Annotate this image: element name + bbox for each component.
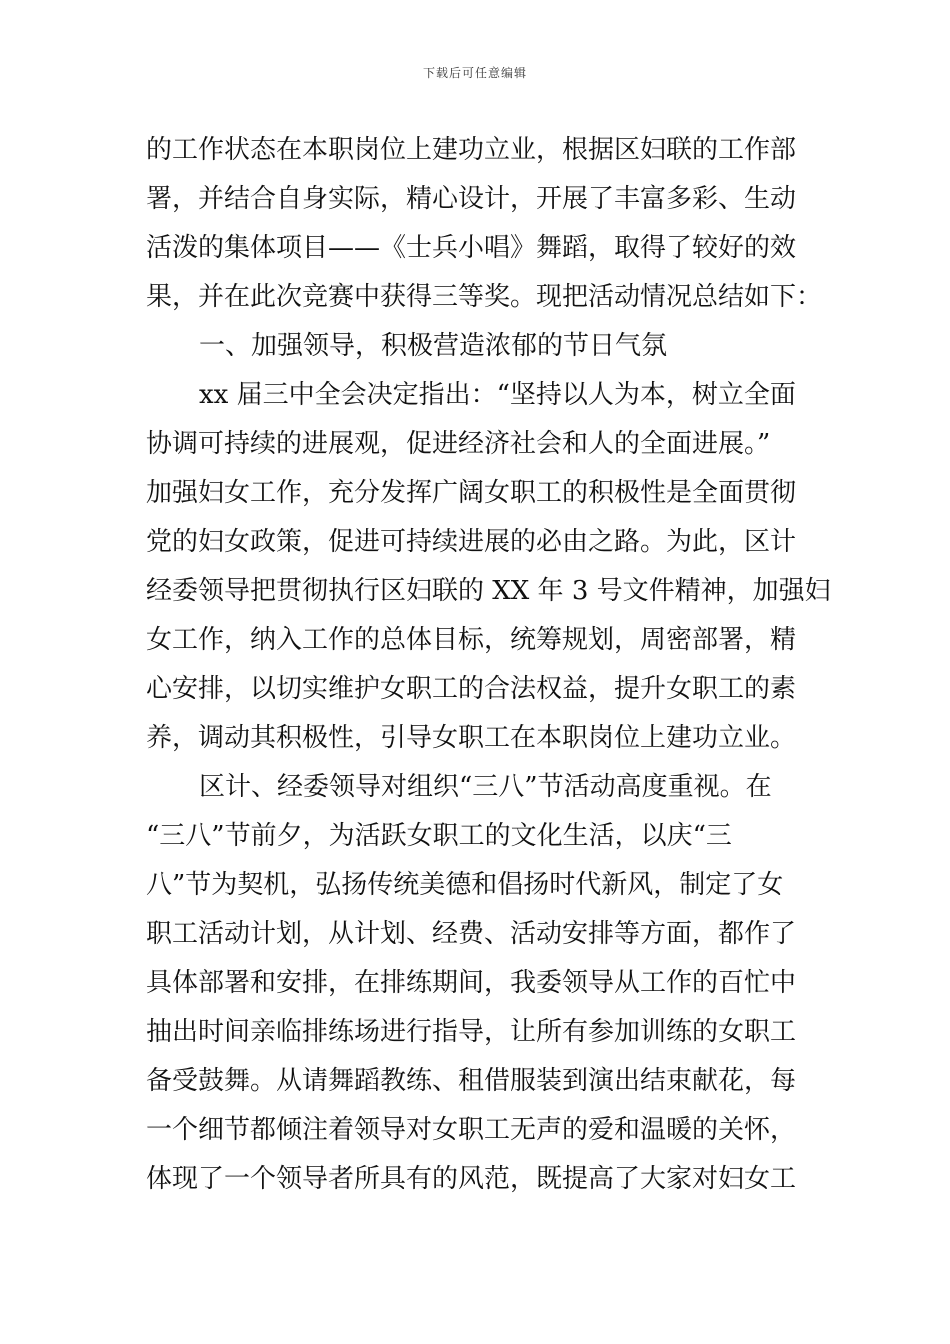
text-line: 的工作状态在本职岗位上建功立业，根据区妇联的工作部 [146,135,797,165]
paragraph-start-line: 区计、经委领导对组织“三八”节活动高度重视。在 [199,772,772,802]
section-heading: 一、加强领导，积极营造浓郁的节日气氛 [199,331,668,361]
text-line: 具体部署和安排，在排练期间，我委领导从工作的百忙中 [146,968,797,998]
text-line: 署，并结合自身实际，精心设计，开展了丰富多彩、生动 [146,184,797,214]
text-line: 体现了一个领导者所具有的风范，既提高了大家对妇女工 [146,1164,797,1194]
text-line: 八”节为契机，弘扬传统美德和倡扬时代新风，制定了女 [146,870,784,900]
page-header: 下载后可任意编辑 [422,66,527,80]
text-line: 女工作，纳入工作的总体目标，统筹规划，周密部署，精 [146,625,797,655]
text-line: 党的妇女政策，促进可持续进展的必由之路。为此，区计 [146,527,797,557]
text-line: 养，调动其积极性，引导女职工在本职岗位上建功立业。 [146,723,797,753]
body-text [146,126,831,1204]
text-line: 职工活动计划，从计划、经费、活动安排等方面，都作了 [146,919,797,949]
paragraph-start-line: xx 届三中全会决定指出：“坚持以人为本，树立全面 [199,380,796,410]
text-line: 一个细节都倾注着领导对女职工无声的爱和温暖的关怀， [146,1115,797,1145]
text-line: 果，并在此次竞赛中获得三等奖。现把活动情况总结如下： [146,282,823,312]
text-line: 抽出时间亲临排练场进行指导，让所有参加训练的女职工 [146,1017,797,1047]
text-line: 活泼的集体项目——《士兵小唱》舞蹈，取得了较好的效 [146,233,797,263]
text-line: 经委领导把贯彻执行区妇联的 XX 年 3 号文件精神，加强妇 [146,576,831,606]
text-line: 备受鼓舞。从请舞蹈教练、租借服装到演出结束献花，每 [146,1066,797,1096]
text-line: 心安排，以切实维护女职工的合法权益，提升女职工的素 [146,674,797,704]
text-line: 协调可持续的进展观，促进经济社会和人的全面进展。” [146,429,771,459]
text-line: “三八”节前夕，为活跃女职工的文化生活，以庆“三 [146,821,732,851]
text-line: 加强妇女工作，充分发挥广阔女职工的积极性是全面贯彻 [146,478,797,508]
